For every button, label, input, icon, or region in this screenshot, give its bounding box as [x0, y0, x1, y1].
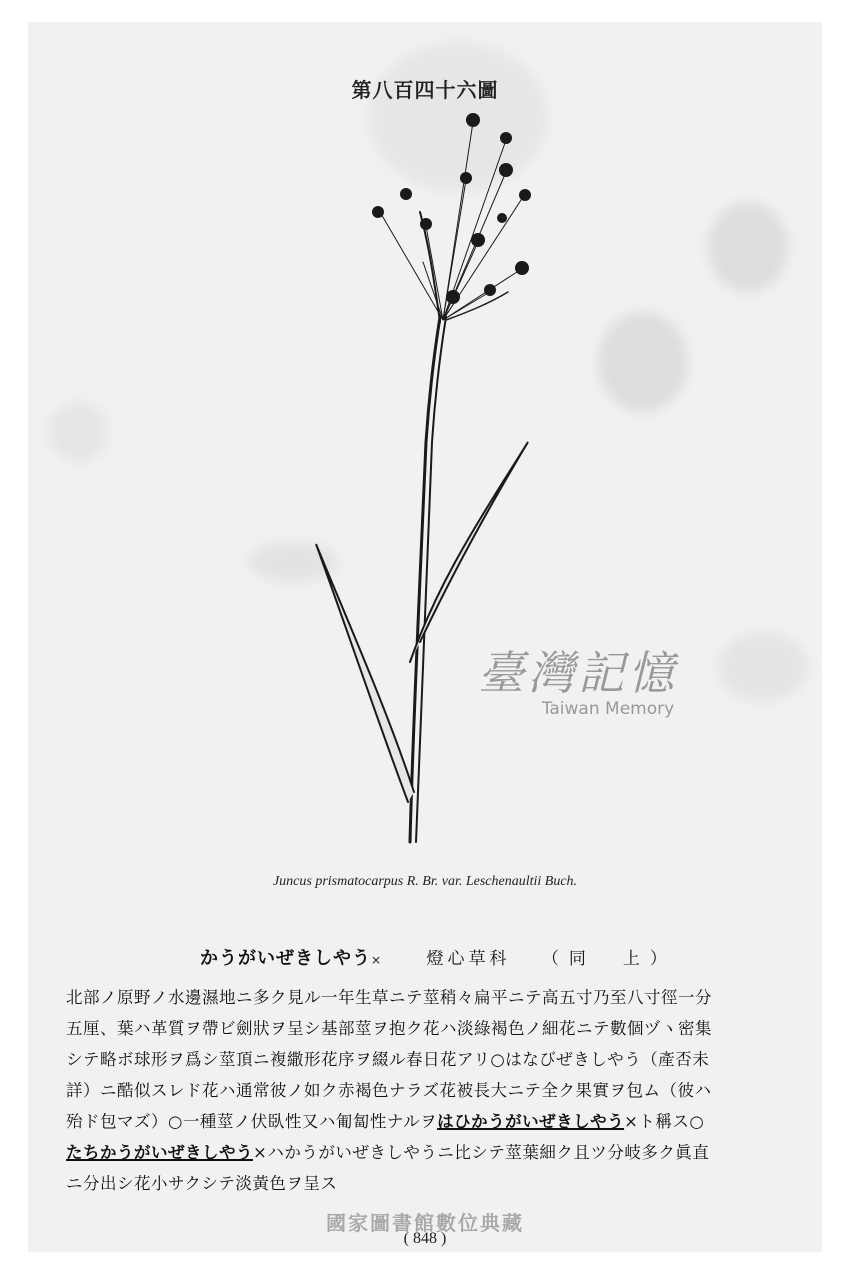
page-number: ( 848 ) — [403, 1230, 447, 1247]
text-line: ニ分出シ花小サクシテ淡黃色ヲ呈ス — [66, 1174, 338, 1193]
scanned-page — [28, 22, 822, 1252]
watermark-english: Taiwan Memory — [541, 699, 675, 719]
same-as-above: （同 上） — [541, 949, 677, 969]
plate-title: 第八百四十六圖 — [351, 78, 499, 102]
text-line — [66, 1106, 786, 1137]
watermark-cjk: 臺灣記憶 — [478, 646, 678, 700]
scientific-name-caption — [28, 874, 822, 890]
text-line: 詳）ニ酷似スレド花ハ通常彼ノ如ク赤褐色ナラズ花被長大ニテ全ク果實ヲ包ム（彼ハ — [66, 1081, 712, 1100]
taiwan-memory-watermark — [428, 637, 728, 719]
juncus-plant-illustration — [28, 22, 822, 872]
japanese-name: かうがいぜきしやう — [200, 948, 371, 969]
line5-post: ×ト稱ス○ — [624, 1112, 705, 1131]
line6-post: ×ハかうがいぜきしやうニ比シテ莖葉細ク且ツ分岐多ク眞直 — [253, 1143, 710, 1162]
text-line: 北部ノ原野ノ水邊濕地ニ多ク見ル一年生草ニテ莖稍々扁平ニテ高五寸乃至八寸徑一分 — [66, 988, 712, 1007]
line5-pre: 殆ド包マズ）○一種莖ノ伏臥性又ハ匍匐性ナルヲ — [66, 1112, 438, 1131]
cross-mark: × — [371, 953, 382, 967]
underlined-variety-name: はひかうがいぜきしやう — [437, 1112, 625, 1131]
underlined-variety-name: たちかうがいぜきしやう — [66, 1143, 253, 1162]
text-line: 五厘、葉ハ革質ヲ帶ビ劍狀ヲ呈シ基部莖ヲ抱ク花ハ淡綠褐色ノ細花ニテ數個ヅヽ密集 — [66, 1019, 712, 1038]
species-heading — [200, 944, 720, 970]
description-text — [66, 982, 786, 1199]
family-name: 燈心草科 — [426, 949, 511, 969]
text-line: シテ略ボ球形ヲ爲シ莖頂ニ複繖形花序ヲ綴ル春日花アリ○はなびぜきしやう（產否未 — [66, 1050, 710, 1069]
scientific-name: Juncus prismatocarpus R. Br. var. Leschenaultii Buch. — [272, 874, 578, 889]
library-watermark: 國家圖書館數位典藏 — [326, 1211, 524, 1235]
text-line — [66, 1137, 786, 1168]
